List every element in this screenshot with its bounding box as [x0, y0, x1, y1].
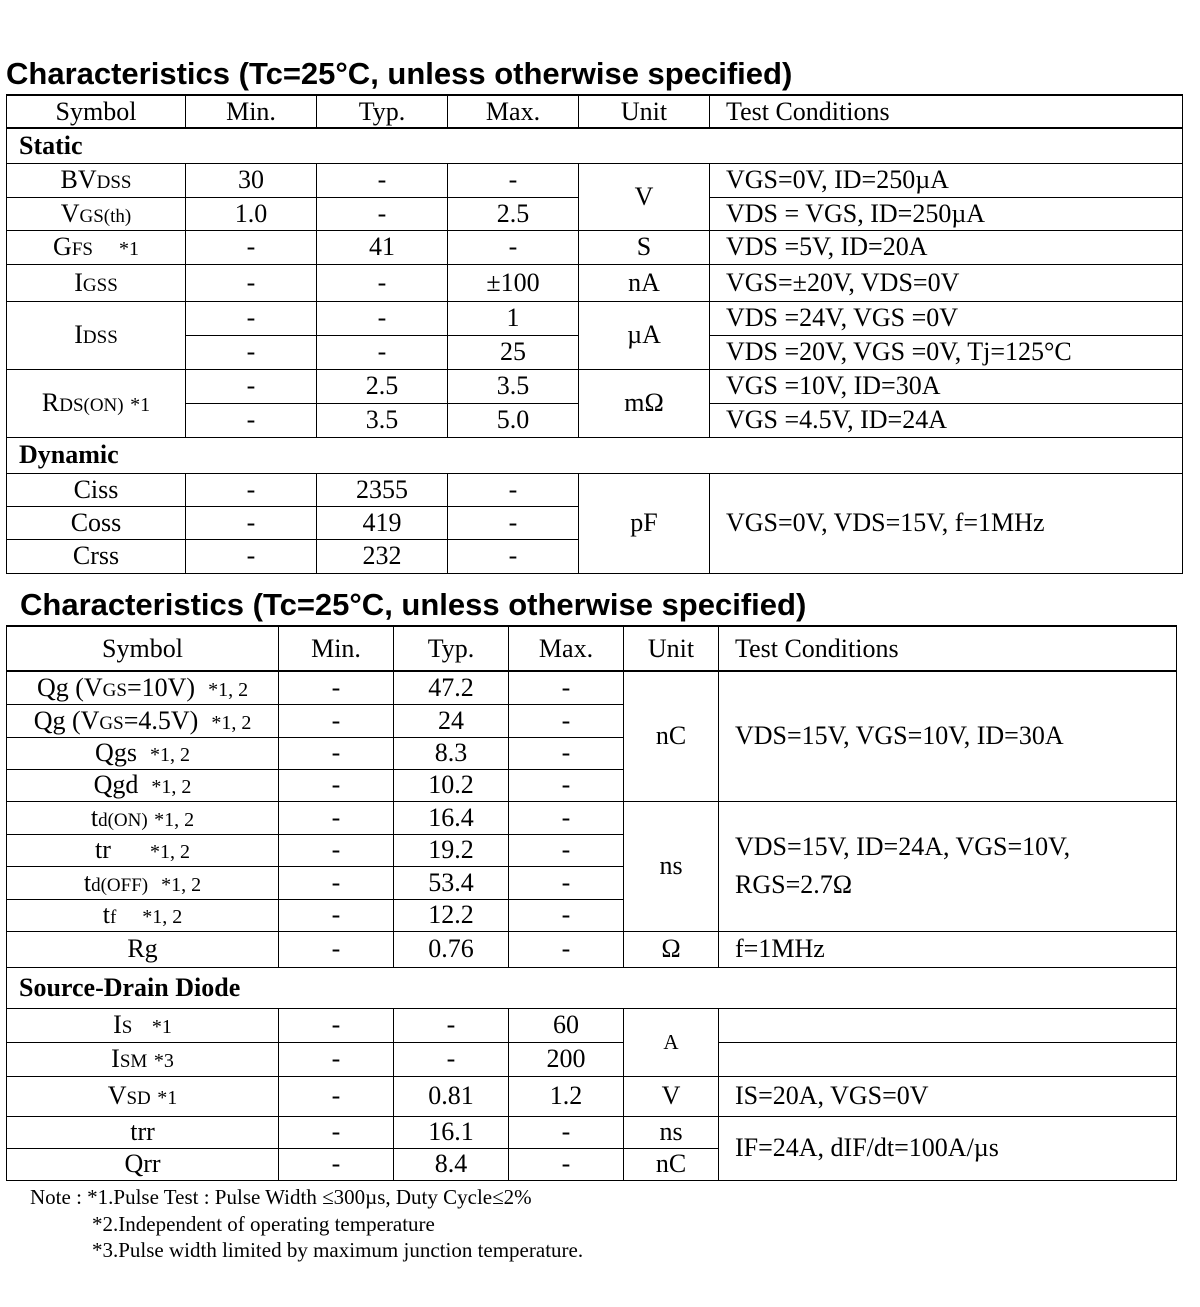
table2-title: Characteristics (Tc=25°C, unless otherwise specified): [20, 587, 807, 622]
typ-value: -: [317, 301, 448, 335]
header-min: Min.: [279, 626, 394, 671]
min-value: -: [279, 737, 394, 769]
condition-ism-empty: [719, 1042, 1177, 1076]
symbol-vsd: VSD *1: [7, 1076, 279, 1116]
unit-v: V: [624, 1076, 719, 1116]
min-value: -: [186, 473, 317, 506]
typ-value: 16.1: [394, 1116, 509, 1148]
min-value: -: [279, 1008, 394, 1042]
table-row: [7, 230, 1183, 264]
symbol-qg-4-5v: Qg (VGS=4.5V) *1, 2: [7, 704, 279, 737]
condition-switching-line2: RGS=2.7Ω: [735, 870, 853, 899]
condition-gfs: VDS =5V, ID=20A: [710, 230, 1183, 264]
symbol-qgs: Qgs *1, 2: [7, 737, 279, 769]
note-line-1: Note : *1.Pulse Test : Pulse Width ≤300µs, Duty Cycle≤2%: [30, 1185, 532, 1209]
max-value: -: [509, 1116, 624, 1148]
unit-mohm: mΩ: [579, 369, 710, 437]
note-line-3: *3.Pulse width limited by maximum junction temperature.: [92, 1238, 584, 1262]
max-value: ±100: [448, 264, 579, 301]
condition-dynamic: VGS=0V, VDS=15V, f=1MHz: [710, 473, 1183, 573]
table-row: [7, 264, 1183, 301]
table-row: [7, 473, 1183, 506]
section-dynamic: Dynamic: [7, 437, 1183, 473]
header-typ: Typ.: [317, 95, 448, 128]
section-static: Static: [7, 128, 1183, 163]
typ-value: -: [394, 1008, 509, 1042]
typ-value: 2355: [317, 473, 448, 506]
section-source-drain-diode: Source-Drain Diode: [7, 967, 1177, 1008]
header-symbol: Symbol: [7, 626, 279, 671]
condition-is-empty: [719, 1008, 1177, 1042]
unit-a: A: [624, 1008, 719, 1076]
symbol-ciss: Ciss: [7, 473, 186, 506]
max-value: 3.5: [448, 369, 579, 403]
table-row: [7, 1076, 1177, 1116]
min-value: -: [279, 801, 394, 834]
unit-pf: pF: [579, 473, 710, 573]
dynamic-switching-diode-table: [6, 625, 1177, 1181]
symbol-is: IS *1: [7, 1008, 279, 1042]
min-value: 30: [186, 163, 317, 197]
table-row: [7, 931, 1177, 967]
table-row: [7, 671, 1177, 704]
min-value: -: [279, 1148, 394, 1180]
header-typ: Typ.: [394, 626, 509, 671]
typ-value: -: [317, 335, 448, 369]
condition-recovery: IF=24A, dIF/dt=100A/µs: [719, 1116, 1177, 1180]
typ-value: -: [394, 1042, 509, 1076]
typ-value: 19.2: [394, 834, 509, 866]
typ-value: -: [317, 264, 448, 301]
min-value: 1.0: [186, 197, 317, 230]
header-max: Max.: [509, 626, 624, 671]
unit-ua: µA: [579, 301, 710, 369]
typ-value: 24: [394, 704, 509, 737]
header-symbol: Symbol: [7, 95, 186, 128]
max-value: -: [509, 769, 624, 801]
min-value: -: [186, 369, 317, 403]
min-value: -: [279, 834, 394, 866]
table-row: [7, 301, 1183, 335]
header-test-conditions: Test Conditions: [710, 95, 1183, 128]
condition-rg: f=1MHz: [719, 931, 1177, 967]
condition-switching-line1: VDS=15V, ID=24A, VGS=10V,: [735, 832, 1071, 861]
condition-bvdss: VGS=0V, ID=250µA: [710, 163, 1183, 197]
symbol-qg-10v: Qg (VGS=10V) *1, 2: [7, 671, 279, 704]
min-value: -: [186, 230, 317, 264]
symbol-rdson: RDS(ON) *1: [7, 369, 186, 437]
symbol-vgsth: VGS(th): [7, 197, 186, 230]
min-value: -: [186, 539, 317, 573]
typ-value: 419: [317, 506, 448, 539]
condition-vgsth: VDS = VGS, ID=250µA: [710, 197, 1183, 230]
condition-igss: VGS=±20V, VDS=0V: [710, 264, 1183, 301]
min-value: -: [279, 899, 394, 931]
symbol-coss: Coss: [7, 506, 186, 539]
header-unit: Unit: [579, 95, 710, 128]
header-unit: Unit: [624, 626, 719, 671]
min-value: -: [279, 866, 394, 899]
header-max: Max.: [448, 95, 579, 128]
min-value: -: [279, 1076, 394, 1116]
symbol-qrr: Qrr: [7, 1148, 279, 1180]
min-value: -: [279, 671, 394, 704]
symbol-tr: tr *1, 2: [7, 834, 279, 866]
symbol-qgd: Qgd *1, 2: [7, 769, 279, 801]
max-value: -: [509, 931, 624, 967]
symbol-bvdss: BVDSS: [7, 163, 186, 197]
condition-vsd: IS=20A, VGS=0V: [719, 1076, 1177, 1116]
typ-value: -: [317, 163, 448, 197]
unit-ns: ns: [624, 801, 719, 931]
table-row: [7, 1116, 1177, 1148]
typ-value: -: [317, 197, 448, 230]
condition-switching: [719, 801, 1177, 931]
min-value: -: [279, 1116, 394, 1148]
typ-value: 47.2: [394, 671, 509, 704]
min-value: -: [186, 301, 317, 335]
condition-rdson-2: VGS =4.5V, ID=24A: [710, 403, 1183, 437]
table-row: [7, 369, 1183, 403]
condition-idss-1: VDS =24V, VGS =0V: [710, 301, 1183, 335]
table1-title: Characteristics (Tc=25°C, unless otherwise specified): [6, 56, 793, 91]
header-test-conditions: Test Conditions: [719, 626, 1177, 671]
typ-value: 3.5: [317, 403, 448, 437]
typ-value: 8.4: [394, 1148, 509, 1180]
symbol-rg: Rg: [7, 931, 279, 967]
unit-s: S: [579, 230, 710, 264]
min-value: -: [186, 403, 317, 437]
max-value: 60: [509, 1008, 624, 1042]
max-value: 25: [448, 335, 579, 369]
max-value: 1.2: [509, 1076, 624, 1116]
max-value: -: [509, 737, 624, 769]
symbol-gfs: GFS *1: [7, 230, 186, 264]
unit-nc: nC: [624, 671, 719, 801]
symbol-idss: IDSS: [7, 301, 186, 369]
typ-value: 10.2: [394, 769, 509, 801]
table-row: [7, 163, 1183, 197]
min-value: -: [279, 769, 394, 801]
max-value: -: [448, 539, 579, 573]
unit-v: V: [579, 163, 710, 230]
condition-gate-charge: VDS=15V, VGS=10V, ID=30A: [719, 671, 1177, 801]
max-value: 5.0: [448, 403, 579, 437]
table-row: [7, 801, 1177, 834]
max-value: -: [509, 866, 624, 899]
typ-value: 8.3: [394, 737, 509, 769]
max-value: -: [509, 704, 624, 737]
max-value: -: [509, 1148, 624, 1180]
header-min: Min.: [186, 95, 317, 128]
symbol-igss: IGSS: [7, 264, 186, 301]
max-value: -: [509, 834, 624, 866]
min-value: -: [279, 704, 394, 737]
symbol-td-off: td(OFF) *1, 2: [7, 866, 279, 899]
symbol-crss: Crss: [7, 539, 186, 573]
max-value: -: [509, 899, 624, 931]
unit-ohm: Ω: [624, 931, 719, 967]
note-line-2: *2.Independent of operating temperature: [92, 1212, 435, 1236]
max-value: 200: [509, 1042, 624, 1076]
typ-value: 53.4: [394, 866, 509, 899]
max-value: -: [448, 163, 579, 197]
unit-nc: nC: [624, 1148, 719, 1180]
condition-idss-2: VDS =20V, VGS =0V, Tj=125°C: [710, 335, 1183, 369]
typ-value: 232: [317, 539, 448, 573]
max-value: -: [509, 801, 624, 834]
typ-value: 2.5: [317, 369, 448, 403]
symbol-tf: tf *1, 2: [7, 899, 279, 931]
unit-ns: ns: [624, 1116, 719, 1148]
table1-header-row: [7, 95, 1183, 128]
min-value: -: [186, 264, 317, 301]
max-value: -: [509, 671, 624, 704]
typ-value: 16.4: [394, 801, 509, 834]
typ-value: 0.76: [394, 931, 509, 967]
min-value: -: [279, 931, 394, 967]
max-value: -: [448, 473, 579, 506]
min-value: -: [279, 1042, 394, 1076]
typ-value: 0.81: [394, 1076, 509, 1116]
symbol-ism: ISM *3: [7, 1042, 279, 1076]
symbol-td-on: td(ON) *1, 2: [7, 801, 279, 834]
typ-value: 41: [317, 230, 448, 264]
table-row: [7, 1042, 1177, 1076]
static-dynamic-characteristics-table: [6, 94, 1183, 574]
min-value: -: [186, 506, 317, 539]
max-value: 1: [448, 301, 579, 335]
max-value: -: [448, 230, 579, 264]
max-value: 2.5: [448, 197, 579, 230]
table-row: [7, 1008, 1177, 1042]
symbol-trr: trr: [7, 1116, 279, 1148]
condition-rdson-1: VGS =10V, ID=30A: [710, 369, 1183, 403]
max-value: -: [448, 506, 579, 539]
min-value: -: [186, 335, 317, 369]
unit-na: nA: [579, 264, 710, 301]
table2-header-row: [7, 626, 1177, 671]
typ-value: 12.2: [394, 899, 509, 931]
